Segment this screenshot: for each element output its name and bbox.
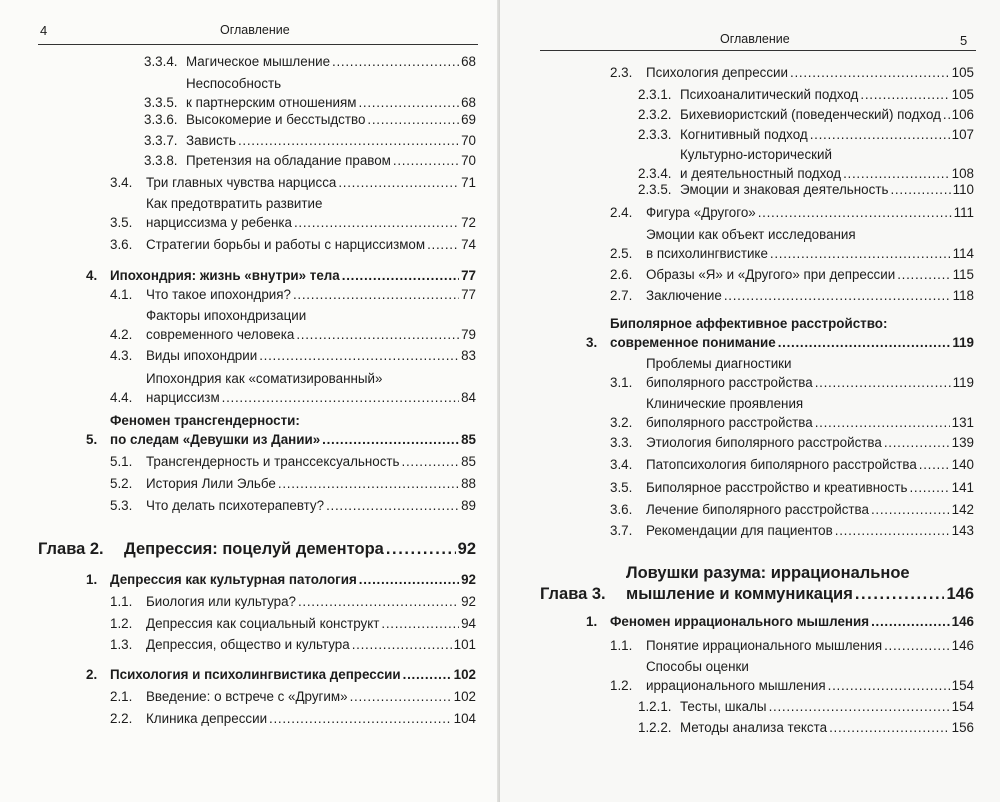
toc-entry-title: в психолингвистике (646, 246, 768, 261)
dot-leader (326, 496, 459, 515)
dot-leader (322, 430, 459, 449)
toc-page-number: 131 (951, 415, 974, 430)
toc-entry[interactable] (110, 592, 476, 611)
dot-leader (828, 676, 950, 695)
toc-entry-title: Методы анализа текста (680, 720, 828, 735)
toc-entry-title: История Лили Эльбе (146, 476, 276, 491)
toc-entry[interactable] (110, 474, 476, 493)
toc-entry[interactable] (110, 369, 476, 407)
toc-entry[interactable] (144, 110, 476, 129)
toc-entry[interactable] (110, 285, 476, 304)
toc-page-number: 68 (461, 95, 476, 110)
toc-entry-title: Проблемы диагностики (646, 356, 792, 371)
toc-page-number: 115 (952, 267, 974, 282)
toc-entry-title: Психология депрессии (646, 65, 789, 80)
toc-entry[interactable] (638, 697, 974, 716)
toc-entry-number: 1.2.1. (638, 699, 672, 714)
toc-page-number: 102 (453, 689, 476, 704)
toc-entry-number: 2.2. (110, 711, 133, 726)
toc-entry[interactable] (110, 496, 476, 515)
dot-leader (919, 455, 950, 474)
dot-leader (884, 433, 950, 452)
toc-entry[interactable] (610, 657, 974, 695)
dot-leader (367, 110, 459, 129)
toc-entry-number: 4.4. (110, 390, 133, 405)
toc-entry-number: 4.1. (110, 287, 133, 302)
toc-entry-number: 1.2.2. (638, 720, 672, 735)
toc-entry[interactable] (638, 145, 974, 183)
toc-entry[interactable] (638, 125, 974, 144)
toc-entry-title: Этиология биполярного расстройства (646, 435, 882, 450)
toc-page-number: 146 (951, 638, 974, 653)
toc-page-number: 105 (951, 65, 974, 80)
toc-entry[interactable] (86, 266, 476, 285)
dot-leader (815, 413, 950, 432)
toc-entry-number: 3.6. (110, 237, 133, 252)
toc-entry-number: 2.6. (610, 267, 633, 282)
toc-entry[interactable] (110, 635, 476, 654)
dot-leader (815, 373, 951, 392)
toc-entry[interactable] (86, 411, 476, 449)
toc-entry-title: нарциссизм (146, 390, 220, 405)
toc-entry[interactable] (610, 433, 974, 452)
toc-entry[interactable] (610, 455, 974, 474)
toc-page-number: 142 (951, 502, 974, 517)
page-number: 4 (40, 23, 48, 38)
toc-entry[interactable] (586, 612, 974, 631)
toc-entry-title: биполярного расстройства (646, 375, 813, 390)
dot-leader (810, 125, 950, 144)
toc-page-number: 146 (951, 614, 974, 629)
toc-entry-title: Биполярное аффективное расстройство: (610, 316, 888, 331)
toc-page-number: 146 (946, 585, 974, 603)
toc-entry-title: Лечение биполярного расстройства (646, 502, 869, 517)
toc-entry[interactable] (110, 709, 476, 728)
toc-page-number: 143 (951, 523, 974, 538)
toc-entry-number: 3.6. (610, 502, 633, 517)
dot-leader (860, 85, 949, 104)
toc-entry-number: 5.2. (110, 476, 133, 491)
toc-page-number: 139 (951, 435, 974, 450)
toc-entry-number: 3. (586, 335, 598, 350)
toc-page-number: 94 (461, 616, 476, 631)
toc-entry[interactable] (110, 687, 476, 706)
toc-page-number: 154 (951, 699, 974, 714)
toc-page-number: 141 (951, 480, 974, 495)
toc-entry-number: 3.3.7. (144, 133, 178, 148)
dot-leader (293, 285, 459, 304)
dot-leader (259, 346, 459, 365)
toc-entry[interactable] (110, 614, 476, 633)
toc-entry-number: 4. (86, 268, 98, 283)
toc-entry-title: Культурно-исторический (680, 147, 832, 162)
toc-page-number: 106 (951, 107, 974, 122)
toc-entry[interactable] (110, 194, 476, 232)
toc-entry-number: 3.3.8. (144, 153, 178, 168)
toc-entry-title: Неспособность (186, 76, 282, 91)
toc-entry[interactable] (638, 718, 974, 737)
dot-leader (770, 244, 951, 263)
toc-entry-number: 2.3.4. (638, 166, 672, 181)
running-head: Оглавление (720, 32, 790, 46)
header-rule (38, 44, 478, 45)
toc-entry[interactable] (610, 225, 974, 263)
toc-entry-number: Глава 2. (38, 540, 104, 558)
toc-entry-title: Претензия на обладание правом (186, 153, 391, 168)
toc-page-number: 101 (453, 637, 476, 652)
toc-page-number: 92 (457, 540, 476, 558)
toc-entry-number: 1.2. (610, 678, 633, 693)
toc-page-number: 69 (461, 112, 476, 127)
toc-entry-title: Факторы ипохондризации (146, 308, 307, 323)
dot-leader (296, 325, 459, 344)
toc-chapter[interactable] (540, 563, 974, 605)
toc-entry-title: Биология или культура? (146, 594, 296, 609)
toc-entry[interactable] (110, 346, 476, 365)
toc-chapter[interactable] (38, 539, 476, 560)
toc-entry-title: Как предотвратить развитие (146, 196, 323, 211)
toc-page-number: 70 (461, 133, 476, 148)
toc-entry[interactable] (110, 173, 476, 192)
toc-entry-title: нарциссизма у ребенка (146, 215, 292, 230)
toc-entry[interactable] (144, 52, 476, 71)
toc-page-number: 107 (951, 127, 974, 142)
dot-leader (381, 614, 459, 633)
dot-leader (758, 203, 952, 222)
toc-entry[interactable] (110, 235, 476, 254)
toc-entry[interactable] (610, 478, 974, 497)
toc-page-number: 71 (461, 175, 476, 190)
right-page (500, 0, 1000, 802)
running-head: Оглавление (220, 23, 290, 37)
toc-entry-number: 2.3.1. (638, 87, 672, 102)
toc-entry-title: Фигура «Другого» (646, 205, 756, 220)
dot-leader (386, 539, 456, 560)
toc-entry-title: Ипохондрия как «соматизированный» (146, 371, 383, 386)
toc-page-number: 104 (453, 711, 476, 726)
toc-page-number: 119 (952, 335, 974, 350)
dot-leader (269, 709, 452, 728)
toc-entry-title: Психология и психолингвистика депрессии (110, 667, 401, 682)
toc-entry[interactable] (638, 85, 974, 104)
toc-entry-number: 1. (86, 572, 98, 587)
toc-page-number: 70 (461, 153, 476, 168)
dot-leader (393, 151, 459, 170)
toc-entry-title: Клиника депрессии (146, 711, 268, 726)
toc-page-number: 74 (461, 237, 476, 252)
toc-entry-number: 5.3. (110, 498, 133, 513)
toc-entry-number: 4.3. (110, 348, 133, 363)
toc-entry-number: 2.5. (610, 246, 633, 261)
toc-entry-title: современное понимание (610, 335, 776, 350)
toc-entry-number: 1.1. (110, 594, 133, 609)
dot-leader (338, 173, 459, 192)
toc-entry-title: иррационального мышления (646, 678, 826, 693)
dot-leader (298, 592, 459, 611)
dot-leader (829, 718, 950, 737)
toc-entry-title: и деятельностный подход (680, 166, 842, 181)
dot-leader (294, 213, 459, 232)
toc-entry-title: Рекомендации для пациентов (646, 523, 833, 538)
toc-entry[interactable] (86, 665, 476, 684)
toc-entry[interactable] (110, 452, 476, 471)
toc-entry-title: Что делать психотерапевту? (146, 498, 325, 513)
toc-entry[interactable] (610, 500, 974, 519)
toc-entry-number: 2.1. (110, 689, 133, 704)
toc-entry-title: Депрессия как культурная патология (110, 572, 357, 587)
toc-entry-number: 3.2. (610, 415, 633, 430)
toc-entry[interactable] (144, 151, 476, 170)
toc-entry-title: биполярного расстройства (646, 415, 813, 430)
toc-entry-number: 5. (86, 432, 98, 447)
toc-entry-number: 1. (586, 614, 598, 629)
toc-page-number: 79 (461, 327, 476, 342)
toc-page-number: 85 (461, 432, 476, 447)
toc-entry-number: 3.4. (610, 457, 633, 472)
dot-leader (332, 52, 459, 71)
toc-page-number: 105 (951, 87, 974, 102)
toc-entry[interactable] (610, 286, 974, 305)
toc-entry-title: Ловушки разума: иррациональное (626, 564, 910, 582)
toc-entry-number: 2. (86, 667, 98, 682)
toc-page-number: 72 (461, 215, 476, 230)
toc-entry-title: к партнерским отношениям (186, 95, 357, 110)
dot-leader (359, 570, 459, 589)
toc-page-number: 77 (461, 268, 476, 283)
toc-entry[interactable] (610, 265, 974, 284)
toc-entry-number: 3.7. (610, 523, 633, 538)
dot-leader (403, 665, 452, 684)
toc-entry-title: мышление и коммуникация (626, 585, 853, 603)
toc-entry-number: 2.3.3. (638, 127, 672, 142)
toc-entry-number: 2.4. (610, 205, 633, 220)
toc-page-number: 92 (461, 594, 476, 609)
toc-entry-number: 2.3.2. (638, 107, 672, 122)
toc-page-number: 84 (461, 390, 476, 405)
toc-page-number: 111 (953, 205, 974, 220)
toc-entry-number: 3.5. (610, 480, 633, 495)
toc-entry-title: Когнитивный подход (680, 127, 808, 142)
dot-leader (790, 63, 950, 82)
toc-entry-title: Ипохондрия: жизнь «внутри» тела (110, 268, 340, 283)
toc-entry-title: Стратегии борьбы и работы с нарциссизмом (146, 237, 426, 252)
toc-entry[interactable] (110, 306, 476, 344)
toc-entry-title: Введение: о встрече с «Другим» (146, 689, 348, 704)
toc-entry-number: 3.3.5. (144, 95, 178, 110)
toc-entry-title: Зависть (186, 133, 236, 148)
toc-entry[interactable] (144, 74, 476, 112)
toc-page-number: 88 (461, 476, 476, 491)
toc-entry-title: Способы оценки (646, 659, 749, 674)
toc-entry-title: Тесты, шкалы (680, 699, 767, 714)
toc-page-number: 102 (453, 667, 476, 682)
dot-leader (778, 333, 951, 352)
toc-entry-number: 3.3. (610, 435, 633, 450)
toc-entry-number: 2.7. (610, 288, 633, 303)
dot-leader (943, 105, 950, 124)
toc-entry-title: Депрессия: поцелуй дементора (124, 540, 384, 558)
toc-entry-number: 5.1. (110, 454, 133, 469)
dot-leader (278, 474, 459, 493)
dot-leader (350, 687, 452, 706)
dot-leader (909, 478, 949, 497)
dot-leader (897, 265, 950, 284)
toc-entry[interactable] (86, 570, 476, 589)
toc-entry-title: Депрессия, общество и культура (146, 637, 350, 652)
toc-entry-title: Виды ипохондрии (146, 348, 258, 363)
toc-entry-title: Патопсихология биполярного расстройства (646, 457, 917, 472)
dot-leader (871, 500, 950, 519)
dot-leader (222, 388, 459, 407)
toc-entry-title: Эмоции как объект исследования (646, 227, 856, 242)
toc-entry[interactable] (610, 636, 974, 655)
toc-entry[interactable] (610, 394, 974, 432)
toc-entry-title: Депрессия как социальный конструкт (146, 616, 380, 631)
dot-leader (238, 131, 459, 150)
toc-entry-number: 3.4. (110, 175, 133, 190)
toc-entry[interactable] (610, 63, 974, 82)
toc-entry-number: 3.1. (610, 375, 633, 390)
toc-entry-title: по следам «Девушки из Дании» (110, 432, 321, 447)
toc-entry-number: 2.3. (610, 65, 633, 80)
toc-entry-title: современного человека (146, 327, 295, 342)
dot-leader (402, 452, 460, 471)
toc-entry-title: Психоаналитический подход (680, 87, 859, 102)
toc-entry-title: Магическое мышление (186, 54, 331, 69)
toc-entry-title: Биполярное расстройство и креативность (646, 480, 908, 495)
dot-leader (855, 584, 945, 605)
dot-leader (884, 636, 950, 655)
toc-page-number: 114 (952, 246, 974, 261)
dot-leader (427, 235, 459, 254)
toc-entry-title: Высокомерие и бесстыдство (186, 112, 366, 127)
toc-entry-title: Эмоции и знаковая деятельность (680, 182, 889, 197)
toc-page-number: 85 (461, 454, 476, 469)
toc-entry-title: Три главных чувства нарцисса (146, 175, 337, 190)
toc-entry-title: Что такое ипохондрия? (146, 287, 291, 302)
toc-page-number: 92 (461, 572, 476, 587)
toc-entry-number: Глава 3. (540, 585, 606, 603)
toc-page-number: 108 (951, 166, 974, 181)
dot-leader (769, 697, 950, 716)
toc-entry[interactable] (610, 354, 974, 392)
toc-entry-title: Клинические проявления (646, 396, 804, 411)
toc-entry[interactable] (586, 314, 974, 352)
toc-entry[interactable] (144, 131, 476, 150)
toc-page-number: 77 (461, 287, 476, 302)
toc-entry-title: Феномен иррационального мышления (610, 614, 870, 629)
dot-leader (871, 612, 950, 631)
toc-entry-title: Трансгендерность и транссексуальность (146, 454, 400, 469)
toc-entry-number: 1.3. (110, 637, 133, 652)
toc-entry-number: 3.5. (110, 215, 133, 230)
dot-leader (835, 521, 950, 540)
dot-leader (890, 180, 950, 199)
dot-leader (342, 266, 459, 285)
toc-page-number: 68 (461, 54, 476, 69)
toc-entry-title: Понятие иррационального мышления (646, 638, 883, 653)
toc-entry-number: 3.3.4. (144, 54, 178, 69)
toc-entry-number: 1.2. (110, 616, 133, 631)
toc-page-number: 154 (951, 678, 974, 693)
toc-page-number: 118 (952, 288, 974, 303)
header-rule (540, 50, 976, 51)
toc-entry-number: 4.2. (110, 327, 133, 342)
toc-entry-title: Бихевиористский (поведенческий) подход (680, 107, 941, 122)
toc-entry-number: 2.3.5. (638, 182, 672, 197)
page-number: 5 (960, 33, 968, 48)
toc-entry[interactable] (638, 180, 974, 199)
toc-entry-number: 1.1. (610, 638, 633, 653)
toc-page-number: 83 (461, 348, 476, 363)
toc-page-number: 156 (951, 720, 974, 735)
toc-page-number: 89 (461, 498, 476, 513)
toc-entry-number: 3.3.6. (144, 112, 178, 127)
toc-page-number: 140 (951, 457, 974, 472)
toc-entry-title: Образы «Я» и «Другого» при депрессии (646, 267, 896, 282)
toc-page-number: 110 (952, 182, 974, 197)
toc-page-number: 119 (952, 375, 974, 390)
toc-entry[interactable] (610, 203, 974, 222)
toc-entry-title: Заключение (646, 288, 722, 303)
toc-entry-title: Феномен трансгендерности: (110, 413, 300, 428)
toc-entry[interactable] (638, 105, 974, 124)
dot-leader (352, 635, 452, 654)
dot-leader (724, 286, 951, 305)
toc-entry[interactable] (610, 521, 974, 540)
